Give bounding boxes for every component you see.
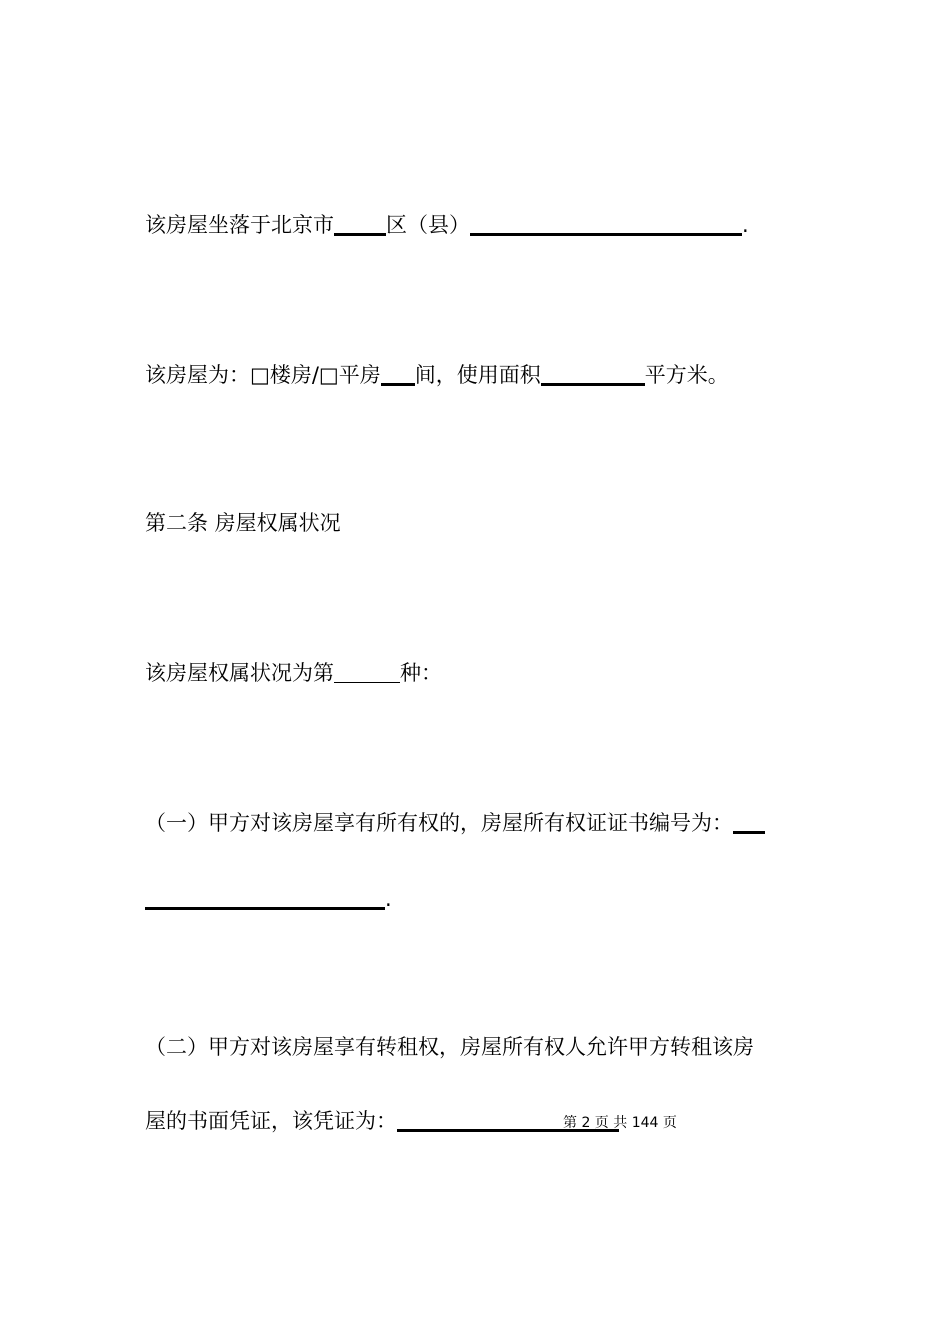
section-heading: 第二条 房屋权属状况 (145, 511, 341, 535)
room-count-blank (381, 382, 415, 386)
clause-one-period: . (385, 887, 392, 911)
certificate-number-blank (145, 906, 385, 910)
city-district-blank (334, 232, 386, 236)
ownership-type-line (145, 658, 442, 688)
clause-one-text: （一）甲方对该房屋享有所有权的，房屋所有权证证书编号为： (145, 811, 733, 835)
ownership-type-prefix: 该房屋权属状况为第 (145, 661, 334, 685)
bungalow-label: 平房 (338, 363, 381, 387)
house-type-prefix: 该房屋为： (145, 363, 250, 387)
location-prefix: 该房屋坐落于北京市 (145, 213, 334, 237)
house-type-line (145, 360, 729, 390)
address-blank (470, 232, 742, 236)
area-unit: 平方米。 (644, 363, 729, 387)
ownership-type-suffix: 种： (400, 661, 442, 685)
page-footer: 第 2 页 共 144 页 (563, 1115, 677, 1131)
location-period: . (742, 213, 749, 237)
certificate-number-blank-start (733, 830, 765, 834)
clause-two-text: 屋的书面凭证，该凭证为： (145, 1109, 397, 1133)
ownership-type-blank (334, 681, 400, 683)
clause-one-line (145, 808, 765, 838)
location-line (145, 210, 749, 240)
clause-two-line: （二）甲方对该房屋享有转租权，房屋所有权人允许甲方转租该房 (145, 1035, 754, 1059)
clause-one-continuation (145, 884, 392, 914)
building-label: 楼房/ (269, 363, 319, 387)
bungalow-checkbox[interactable]: □ (318, 363, 339, 387)
area-label: 间，使用面积 (414, 363, 541, 387)
building-checkbox[interactable]: □ (250, 363, 270, 387)
area-blank (541, 382, 645, 386)
clause-two-continuation (145, 1106, 619, 1136)
district-label: 区（县） (386, 213, 470, 237)
